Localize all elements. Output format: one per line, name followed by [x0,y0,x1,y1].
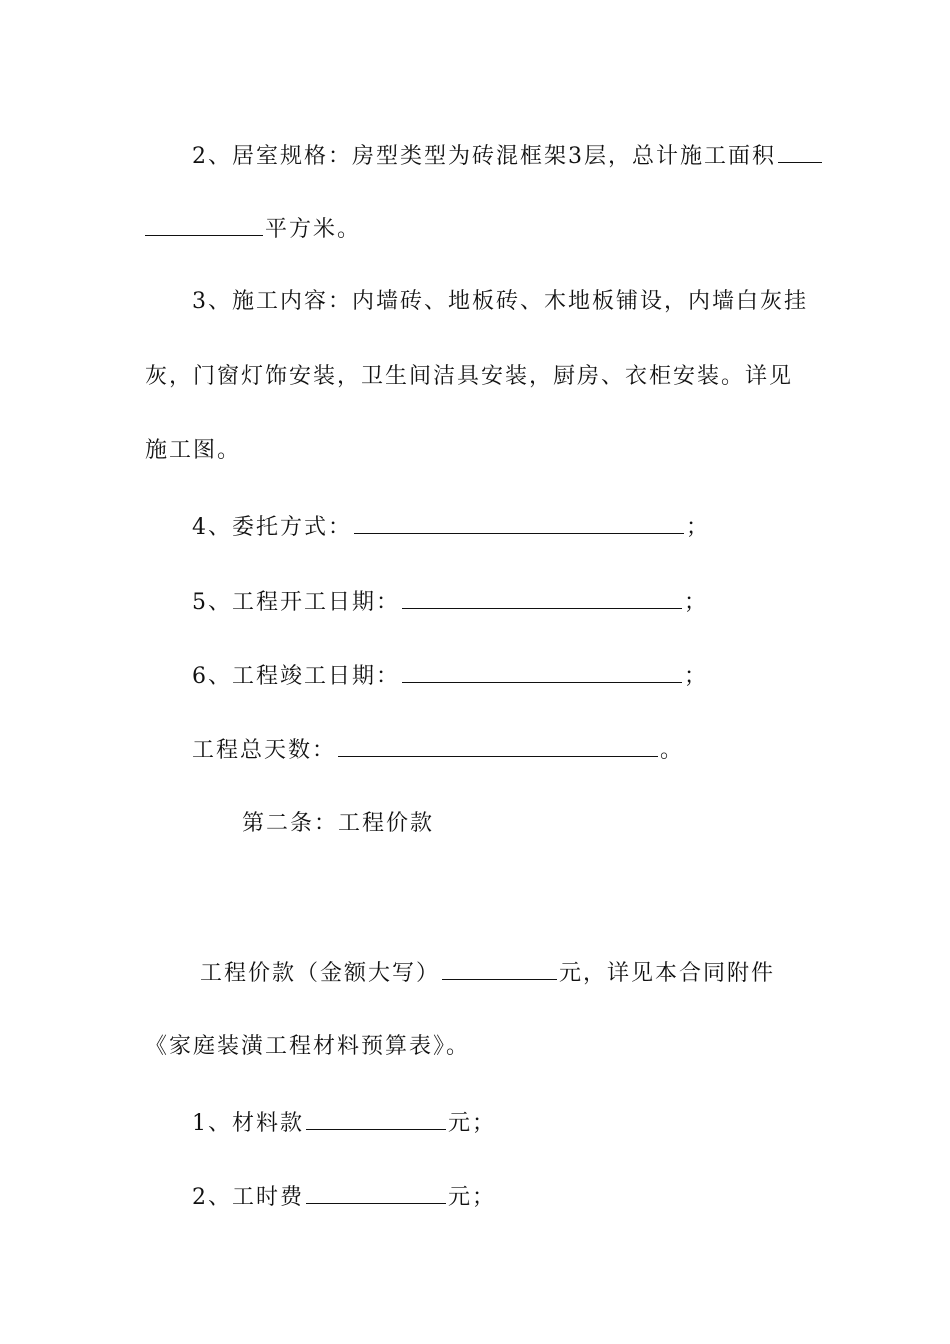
area-unit-text: 平方米。 [265,217,362,242]
completion-date-label: 6、工程竣工日期： [192,664,400,689]
article-2-heading: 第二条：工程价款 [242,811,435,836]
material-cost-label: 1、材料款 [192,1111,304,1136]
material-cost-line [192,1107,496,1139]
commission-method-end: ； [686,515,711,540]
commission-method-blank[interactable] [354,511,684,534]
start-date-blank[interactable] [402,586,682,609]
room-spec-text: 2、居室规格：房型类型为砖混框架3层，总计施工面积 [192,144,776,169]
area-blank-start[interactable] [778,140,822,163]
completion-date-blank[interactable] [402,660,682,683]
start-date-label: 5、工程开工日期： [192,590,400,615]
total-days-line [192,734,684,766]
commission-method-label: 4、委托方式： [192,515,352,540]
price-amount-blank[interactable] [442,957,557,980]
start-date-end: ； [684,590,709,615]
commission-method-line [192,511,710,543]
price-suffix: 元，详见本合同附件 [559,961,776,986]
price-line-1 [200,957,775,989]
construction-content-line-2: 灰，门窗灯饰安装，卫生间洁具安装，厨房、衣柜安装。详见 [145,364,794,389]
start-date-line [192,586,708,618]
construction-content-line-3: 施工图。 [145,438,242,463]
material-cost-end: 元； [448,1111,497,1136]
labor-cost-line [192,1181,496,1213]
price-line-2: 《家庭装潢工程材料预算表》。 [145,1034,471,1059]
room-spec-line-1 [192,140,824,172]
area-blank-end[interactable] [145,213,263,236]
completion-date-end: ； [684,664,709,689]
labor-cost-blank[interactable] [306,1181,446,1204]
labor-cost-end: 元； [448,1185,497,1210]
labor-cost-label: 2、工时费 [192,1185,304,1210]
total-days-blank[interactable] [338,734,658,757]
total-days-end: 。 [660,738,685,763]
completion-date-line [192,660,708,692]
total-days-label: 工程总天数： [192,738,337,763]
material-cost-blank[interactable] [306,1107,446,1130]
price-label: 工程价款（金额大写） [200,961,441,986]
construction-content-line-1: 3、施工内容：内墙砖、地板砖、木地板铺设，内墙白灰挂 [192,289,808,314]
room-spec-line-2 [145,213,361,245]
